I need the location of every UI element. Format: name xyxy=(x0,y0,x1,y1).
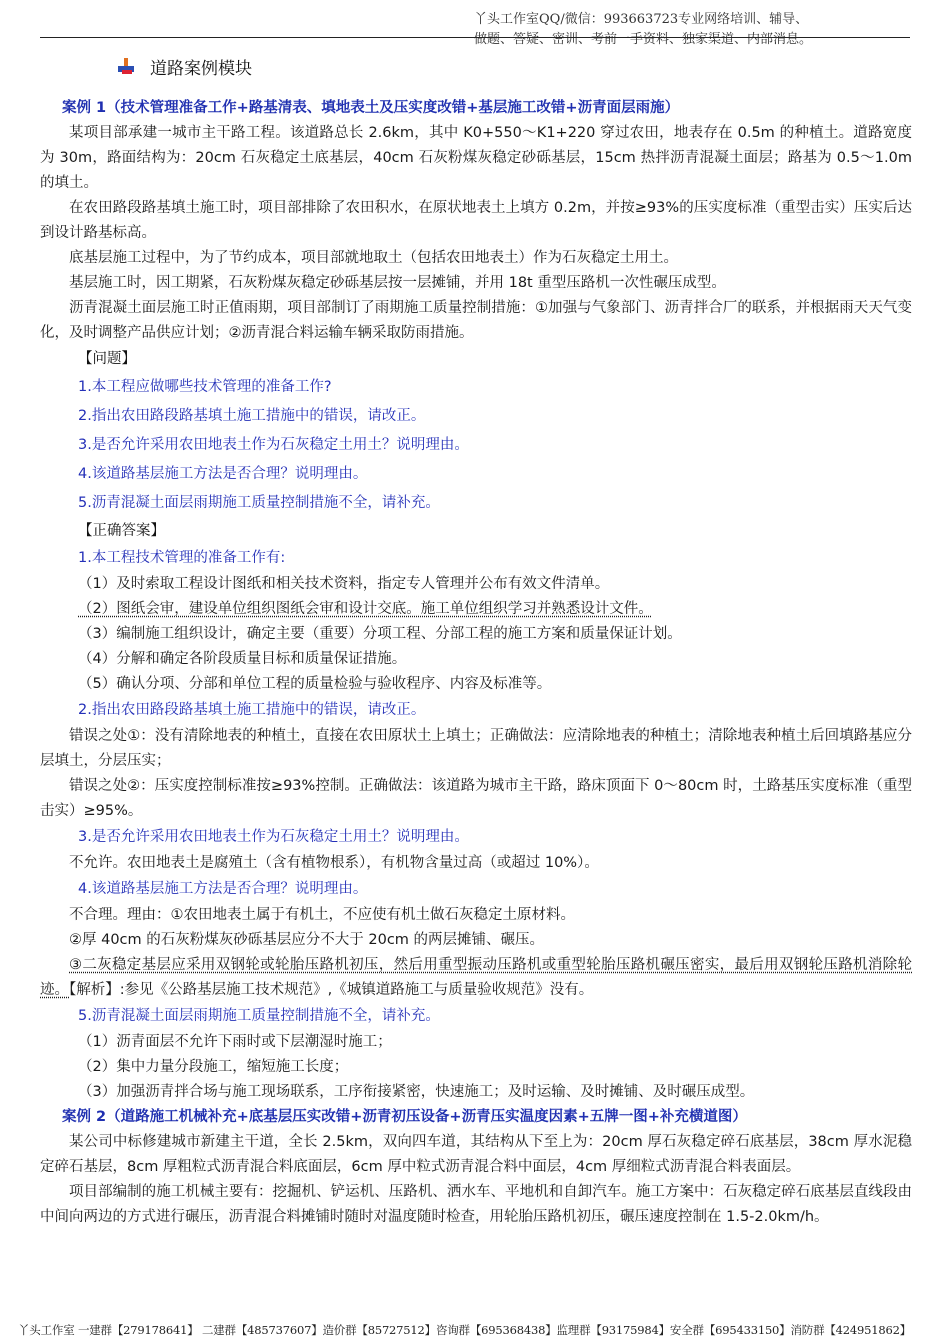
page-footer: 丫头工作室 一建群【279178641】 二建群【485737607】造价群【85727512】咨询群【695368438】监理群【93175984】安全群【695433150】消防群【424951862】 xyxy=(18,1323,912,1337)
answer5-item: （2）集中力量分段施工，缩短施工长度； xyxy=(78,1059,349,1075)
answer5-heading: 5.沥青混凝土面层雨期施工质量控制措施不全，请补充。 xyxy=(78,1008,440,1024)
answer4-reason-1: 不合理。理由：①农田地表土属于有机土，不应使有机土做石灰稳定土原材料。 xyxy=(69,907,575,923)
question-item: 5.沥青混凝土面层雨期施工质量控制措施不全，请补充。 xyxy=(78,495,440,511)
module-heading xyxy=(118,54,252,79)
case2-paragraph: 项目部编制的施工机械主要有：挖掘机、铲运机、压路机、洒水车、平地机和自卸汽车。施工方案中：石灰稳定碎石底基层直线段由中间向两边的方式进行碾压，沥青混合料摊铺时随时对温度随时检查，用轮胎压路机初压，碾压速度控制在 1.5-2.0km/h。 xyxy=(40,1184,912,1225)
question-item: 3.是否允许采用农田地表土作为石灰稳定土用土？说明理由。 xyxy=(78,437,469,453)
answer1-item xyxy=(40,597,912,622)
answer3-heading: 3.是否允许采用农田地表土作为石灰稳定土用土？说明理由。 xyxy=(78,829,469,845)
answer2-heading: 2.指出农田路段路基填土施工措施中的错误，请改正。 xyxy=(78,702,426,718)
answer1-item: （4）分解和确定各阶段质量目标和质量保证措施。 xyxy=(78,651,407,667)
header-divider xyxy=(40,37,910,38)
answer3-text: 不允许。农田地表土是腐殖土（含有植物根系），有机物含量过高（或超过 10%）。 xyxy=(69,855,599,871)
case1-paragraph: 基层施工时，因工期紧，石灰粉煤灰稳定砂砾基层按一层摊铺，并用 18t 重型压路机一次性碾压成型。 xyxy=(69,275,726,291)
answers-label: 【正确答案】 xyxy=(78,523,165,539)
header-line-1: 丫头工作室QQ/微信：993663723专业网络培训、辅导、 xyxy=(474,12,809,27)
case1-title: 案例 1（技术管理准备工作+路基清表、填地表土及压实度改错+基层施工改错+沥青面层雨施） xyxy=(62,100,680,116)
answer1-heading: 1.本工程技术管理的准备工作有: xyxy=(78,550,286,566)
answer5-item: （1）沥青面层不允许下雨时或下层潮湿时施工； xyxy=(78,1034,392,1050)
question-item: 4.该道路基层施工方法是否合理？说明理由。 xyxy=(78,466,368,482)
answer1-item-text: （2）图纸会审，建设单位组织图纸会审和设计交底。施工单位组织学习并熟悉设计文件。 xyxy=(78,601,653,617)
answer4-reason-3-text: ③二灰稳定基层应采用双钢轮或轮胎压路机初压，然后用重型振动压路机或重型轮胎压路机碾压密实，最后用双钢轮压路机消除轮迹。 xyxy=(40,957,912,998)
answer1-item: （3）编制施工组织设计，确定主要（重要）分项工程、分部工程的施工方案和质量保证计划。 xyxy=(78,626,682,642)
question-item: 2.指出农田路段路基填土施工措施中的错误，请改正。 xyxy=(78,408,426,424)
case1-paragraph: 某项目部承建一城市主干路工程。该道路总长 2.6km，其中 K0+550～K1+220 穿过农田，地表存在 0.5m 的种植土。道路宽度为 30m，路面结构为：20cm 石灰稳定土底基层，40cm 石灰粉煤灰稳定砂砾基层，15cm 热拌沥青混凝土面层；路基为 0.5～1.0m 的填土。 xyxy=(40,125,912,191)
case2-paragraph: 某公司中标修建城市新建主干道，全长 2.5km，双向四车道，其结构从下至上为：20cm 厚石灰稳定碎石底基层，38cm 厚水泥稳定碎石基层，8cm 厚粗粒式沥青混合料底面层，6cm 厚中粒式沥青混合料中面层，4cm 厚细粒式沥青混合料表面层。 xyxy=(40,1134,912,1175)
answer4-note: 【解析】:参见《公路基层施工技术规范》,《城镇道路施工与质量验收规范》没有。 xyxy=(69,982,594,998)
answer2-error-2: 错误之处②：压实度控制标准按≥93%控制。正确做法：该道路为城市主干路，路床顶面下 0～80cm 时，土路基压实度标准（重型击实）≥95%。 xyxy=(40,778,912,819)
questions-label: 【问题】 xyxy=(78,351,136,367)
document-body xyxy=(40,96,912,1230)
answer2-error-1: 错误之处①：没有清除地表的种植土，直接在农田原状土上填土；正确做法：应清除地表的种植土；清除地表种植土后回填路基应分层填土，分层压实； xyxy=(40,728,912,769)
page-header xyxy=(474,10,904,50)
question-item: 1.本工程应做哪些技术管理的准备工作? xyxy=(78,379,332,395)
case1-paragraph: 底基层施工过程中，为了节约成本，项目部就地取土（包括农田地表土）作为石灰稳定土用土。 xyxy=(69,250,678,266)
answer1-item: （5）确认分项、分部和单位工程的质量检验与验收程序、内容及标准等。 xyxy=(78,676,552,692)
answer4-heading: 4.该道路基层施工方法是否合理？说明理由。 xyxy=(78,881,368,897)
case1-paragraph: 在农田路段路基填土施工时，项目部排除了农田积水，在原状地表土上填方 0.2m，并按≥93%的压实度标准（重型击实）压实后达到设计路基标高。 xyxy=(40,200,912,241)
module-title: 道路案例模块 xyxy=(150,59,252,79)
header-line-2: 做题、答疑、密训、考前一手资料、独家渠道、内部消息。 xyxy=(474,32,813,47)
answer4-reason-2: ②厚 40cm 的石灰粉煤灰砂砾基层应分不大于 20cm 的两层摊铺、碾压。 xyxy=(69,932,545,948)
answer1-item: （1）及时索取工程设计图纸和相关技术资料，指定专人管理并公布有效文件清单。 xyxy=(78,576,610,592)
case2-title: 案例 2（道路施工机械补充+底基层压实改错+沥青初压设备+沥青压实温度因素+五牌一图+补充横道图） xyxy=(62,1109,747,1125)
answer5-item: （3）加强沥青拌合场与施工现场联系，工序衔接紧密，快速施工；及时运输、及时摊铺、及时碾压成型。 xyxy=(78,1084,755,1100)
case1-paragraph: 沥青混凝土面层施工时正值雨期，项目部制订了雨期施工质量控制措施：①加强与气象部门、沥青拌合厂的联系，并根据雨天天气变化，及时调整产品供应计划；②沥青混合料运输车辆采取防雨措施。 xyxy=(40,300,912,341)
book-stack-icon xyxy=(118,58,136,76)
answer4-reason-3 xyxy=(40,953,912,1003)
